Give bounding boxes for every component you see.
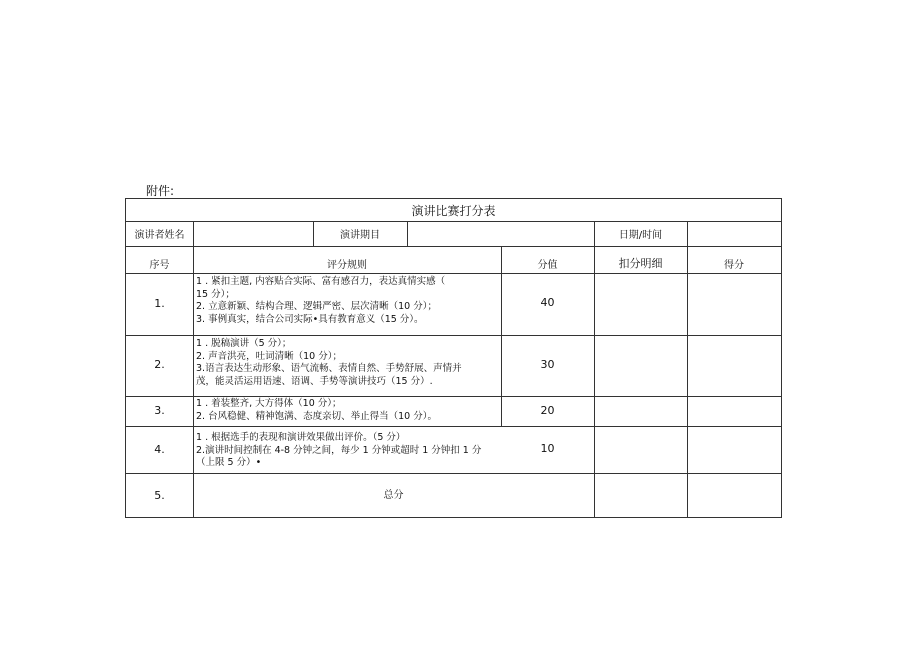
speaker-name-label: 演讲者姓名 — [134, 230, 185, 241]
row-points: 30 — [540, 358, 555, 371]
rule-line: 茂，能灵活运用语速、语调、手势等演讲技巧（15 分）. — [196, 375, 433, 387]
rule-line: （上限 5 分）• — [196, 457, 262, 468]
row-index: 2. — [154, 358, 165, 371]
header-rules: 评分规则 — [327, 260, 367, 271]
row-rules — [196, 276, 445, 326]
row-rules — [196, 432, 481, 470]
header-index: 序号 — [149, 260, 170, 271]
row-divider — [126, 473, 781, 474]
date-time-label: 日期/时间 — [618, 230, 663, 241]
header-points: 分值 — [537, 260, 558, 271]
rule-line: 1 . 着装整齐, 大方得体（10 分）； — [196, 398, 342, 409]
col-divider — [193, 246, 194, 518]
rule-line: 1 . 根据选手的表现和演讲效果做出评价。（5 分） — [196, 432, 406, 443]
row-points: 10 — [540, 442, 555, 455]
row-rules — [196, 398, 437, 423]
total-label: 总分 — [383, 490, 404, 501]
row-index: 4. — [154, 443, 165, 456]
header-deduction: 扣分明细 — [618, 257, 663, 270]
row-points: 40 — [540, 296, 555, 309]
row-rules — [196, 338, 462, 388]
rule-line: 15 分）； — [196, 288, 235, 300]
rule-line: 2. 立意新颖、结构合理、逻辑严密、层次清晰（10 分）； — [196, 301, 437, 312]
col-divider — [687, 246, 688, 518]
row-divider — [126, 335, 781, 336]
scoring-table — [125, 198, 782, 518]
col-divider — [594, 246, 595, 518]
topic-label: 演讲期目 — [340, 230, 380, 241]
header-score: 得分 — [724, 260, 744, 271]
rule-line: 2. 声音洪亮，吐词清晰（10 分）； — [196, 350, 342, 362]
row-divider — [126, 396, 781, 397]
rule-line: 2. 台风稳健、精神饱满、态度亲切、举止得当（10 分）。 — [196, 410, 437, 422]
col-divider — [501, 246, 502, 426]
table-title: 演讲比赛打分表 — [411, 204, 496, 218]
row-points: 20 — [540, 404, 555, 417]
attachment-label: 附件: — [146, 184, 175, 198]
col-divider — [687, 221, 688, 246]
col-divider — [193, 221, 194, 246]
row-divider — [126, 246, 781, 247]
row-divider — [126, 273, 781, 274]
rule-line: 3. 事例真实，结合公司实际•具有教育意义（15 分）。 — [196, 313, 424, 325]
row-divider — [126, 426, 781, 427]
row-index: 5. — [154, 489, 165, 502]
rule-line: 3.语言表达生动形象、语气流畅、表情自然、手势舒展、声情并 — [196, 363, 462, 374]
row-index: 3. — [154, 404, 165, 417]
col-divider — [407, 221, 408, 246]
row-divider — [126, 221, 781, 222]
row-index: 1. — [154, 297, 165, 310]
rule-line: 1 . 脱稿演讲（5 分）； — [196, 338, 292, 349]
rule-line: 1 . 紧扣主题, 内容贴合实际、富有感召力，表达真情实感（ — [196, 276, 446, 287]
rule-line: 2.演讲时间控制在 4-8 分钟之间，每少 1 分钟或超时 1 分钟扣 1 分 — [196, 444, 482, 456]
